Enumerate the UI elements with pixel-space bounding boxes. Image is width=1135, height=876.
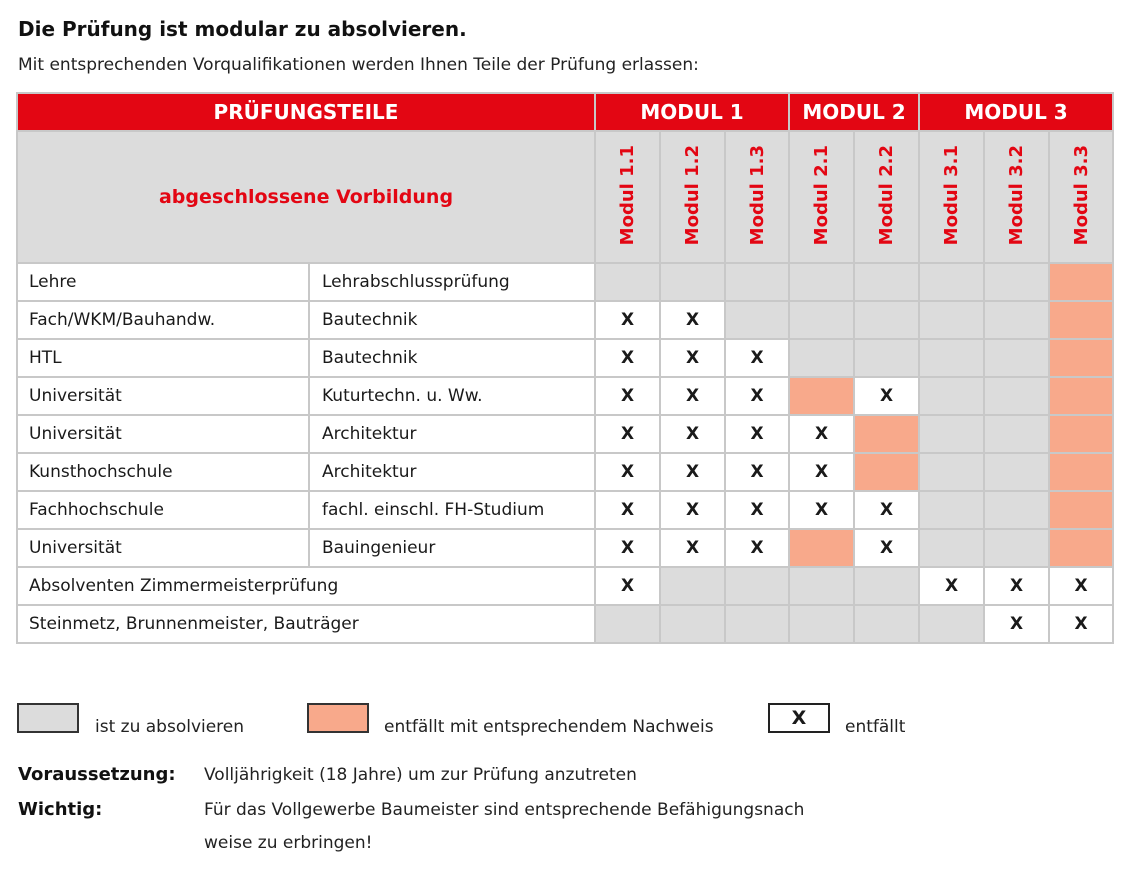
cell-to-complete bbox=[854, 605, 919, 643]
cell-to-complete bbox=[725, 301, 789, 339]
cell-x-mark: X bbox=[725, 491, 789, 529]
row-subject: Architektur bbox=[309, 453, 595, 491]
cell-waived-with-proof bbox=[854, 453, 919, 491]
table-row bbox=[17, 567, 1113, 605]
row-subject: Kuturtechn. u. Ww. bbox=[309, 377, 595, 415]
cell-to-complete bbox=[919, 491, 984, 529]
table-row bbox=[17, 339, 1113, 377]
table-row bbox=[17, 377, 1113, 415]
cell-waived-with-proof bbox=[854, 415, 919, 453]
cell-to-complete bbox=[854, 301, 919, 339]
legend-orange-text: entfällt mit entsprechendem Nachweis bbox=[384, 717, 714, 737]
modul-label: Modul 1.2 bbox=[682, 144, 704, 246]
cell-x-mark: X bbox=[919, 567, 984, 605]
cell-x-mark: X bbox=[595, 339, 660, 377]
header-modul-2-2 bbox=[854, 131, 919, 263]
wichtig-text-line2: weise zu erbringen! bbox=[204, 833, 373, 853]
row-subject: fachl. einschl. FH-Studium bbox=[309, 491, 595, 529]
exam-modules-table bbox=[16, 92, 1114, 644]
cell-waived-with-proof bbox=[1049, 339, 1113, 377]
header-pruefungsteile: PRÜFUNGSTEILE bbox=[17, 93, 595, 131]
cell-x-mark: X bbox=[725, 529, 789, 567]
cell-waived-with-proof bbox=[1049, 377, 1113, 415]
cell-x-mark: X bbox=[789, 491, 854, 529]
legend-x-text: entfällt bbox=[845, 717, 906, 737]
row-institution: Lehre bbox=[17, 263, 309, 301]
row-subject: Bautechnik bbox=[309, 301, 595, 339]
cell-x-mark: X bbox=[595, 529, 660, 567]
row-qualification: Steinmetz, Brunnenmeister, Bauträger bbox=[17, 605, 595, 643]
cell-to-complete bbox=[984, 301, 1049, 339]
cell-x-mark: X bbox=[984, 567, 1049, 605]
cell-to-complete bbox=[725, 263, 789, 301]
table-row bbox=[17, 529, 1113, 567]
cell-waived-with-proof bbox=[1049, 263, 1113, 301]
wichtig-text-line1: Für das Vollgewerbe Baumeister sind entsprechende Befähigungsnach bbox=[204, 800, 805, 820]
modul-label: Modul 3.2 bbox=[1006, 144, 1028, 246]
header-modul-1-1 bbox=[595, 131, 660, 263]
header-row-modules bbox=[17, 93, 1113, 131]
modul-label: Modul 3.1 bbox=[941, 144, 963, 246]
cell-x-mark: X bbox=[660, 339, 725, 377]
cell-x-mark: X bbox=[660, 301, 725, 339]
cell-to-complete bbox=[919, 301, 984, 339]
cell-x-mark: X bbox=[984, 605, 1049, 643]
cell-to-complete bbox=[595, 605, 660, 643]
cell-to-complete bbox=[919, 377, 984, 415]
header-modul-3-2 bbox=[984, 131, 1049, 263]
legend bbox=[0, 703, 1135, 743]
header-modul-3-3 bbox=[1049, 131, 1113, 263]
cell-to-complete bbox=[789, 263, 854, 301]
cell-x-mark: X bbox=[789, 453, 854, 491]
cell-to-complete bbox=[854, 263, 919, 301]
cell-waived-with-proof bbox=[1049, 453, 1113, 491]
cell-to-complete bbox=[725, 567, 789, 605]
header-modul-1-2 bbox=[660, 131, 725, 263]
cell-to-complete bbox=[984, 263, 1049, 301]
cell-waived-with-proof bbox=[789, 377, 854, 415]
row-qualification: Absolventen Zimmermeisterprüfung bbox=[17, 567, 595, 605]
cell-waived-with-proof bbox=[1049, 529, 1113, 567]
cell-x-mark: X bbox=[660, 529, 725, 567]
header-modul-1-3 bbox=[725, 131, 789, 263]
cell-x-mark: X bbox=[725, 415, 789, 453]
table-row bbox=[17, 605, 1113, 643]
cell-x-mark: X bbox=[595, 301, 660, 339]
legend-gray-text: ist zu absolvieren bbox=[95, 717, 245, 737]
table-row bbox=[17, 453, 1113, 491]
wichtig-label: Wichtig: bbox=[18, 799, 103, 820]
cell-to-complete bbox=[919, 415, 984, 453]
page-headline: Die Prüfung ist modular zu absolvieren. bbox=[18, 17, 467, 41]
cell-x-mark: X bbox=[854, 491, 919, 529]
cell-to-complete bbox=[984, 453, 1049, 491]
cell-x-mark: X bbox=[660, 377, 725, 415]
cell-x-mark: X bbox=[660, 415, 725, 453]
cell-to-complete bbox=[789, 301, 854, 339]
cell-to-complete bbox=[984, 377, 1049, 415]
cell-x-mark: X bbox=[1049, 605, 1113, 643]
cell-to-complete bbox=[919, 263, 984, 301]
legend-orange-swatch bbox=[307, 703, 369, 733]
row-subject: Lehrabschlussprüfung bbox=[309, 263, 595, 301]
table-body bbox=[17, 263, 1113, 643]
cell-x-mark: X bbox=[595, 453, 660, 491]
header-row-submodules bbox=[17, 131, 1113, 263]
row-institution: Universität bbox=[17, 529, 309, 567]
cell-x-mark: X bbox=[725, 377, 789, 415]
cell-to-complete bbox=[725, 605, 789, 643]
cell-to-complete bbox=[919, 529, 984, 567]
header-modul-2: MODUL 2 bbox=[789, 93, 919, 131]
modul-label: Modul 1.1 bbox=[617, 144, 639, 246]
cell-to-complete bbox=[789, 567, 854, 605]
cell-to-complete bbox=[789, 605, 854, 643]
header-vorbildung: abgeschlossene Vorbildung bbox=[17, 131, 595, 263]
modul-label: Modul 2.2 bbox=[876, 144, 898, 246]
cell-to-complete bbox=[660, 605, 725, 643]
cell-to-complete bbox=[854, 339, 919, 377]
cell-to-complete bbox=[660, 263, 725, 301]
legend-gray-swatch bbox=[17, 703, 79, 733]
header-modul-3: MODUL 3 bbox=[919, 93, 1113, 131]
cell-x-mark: X bbox=[595, 415, 660, 453]
cell-x-mark: X bbox=[725, 453, 789, 491]
cell-to-complete bbox=[984, 339, 1049, 377]
cell-x-mark: X bbox=[595, 377, 660, 415]
row-institution: Universität bbox=[17, 377, 309, 415]
table-row bbox=[17, 415, 1113, 453]
voraussetzung-label: Voraussetzung: bbox=[18, 764, 176, 785]
cell-x-mark: X bbox=[660, 491, 725, 529]
cell-to-complete bbox=[984, 491, 1049, 529]
table-row bbox=[17, 263, 1113, 301]
cell-to-complete bbox=[984, 529, 1049, 567]
cell-waived-with-proof bbox=[1049, 301, 1113, 339]
cell-to-complete bbox=[919, 339, 984, 377]
cell-x-mark: X bbox=[725, 339, 789, 377]
cell-waived-with-proof bbox=[1049, 491, 1113, 529]
page-subline: Mit entsprechenden Vorqualifikationen werden Ihnen Teile der Prüfung erlassen: bbox=[18, 55, 699, 75]
header-modul-2-1 bbox=[789, 131, 854, 263]
cell-x-mark: X bbox=[854, 529, 919, 567]
row-subject: Bauingenieur bbox=[309, 529, 595, 567]
cell-waived-with-proof bbox=[789, 529, 854, 567]
cell-x-mark: X bbox=[595, 491, 660, 529]
cell-x-mark: X bbox=[660, 453, 725, 491]
cell-to-complete bbox=[919, 453, 984, 491]
cell-x-mark: X bbox=[854, 377, 919, 415]
cell-to-complete bbox=[854, 567, 919, 605]
cell-to-complete bbox=[789, 339, 854, 377]
row-institution: Universität bbox=[17, 415, 309, 453]
row-institution: HTL bbox=[17, 339, 309, 377]
row-institution: Kunsthochschule bbox=[17, 453, 309, 491]
modul-label: Modul 3.3 bbox=[1070, 144, 1092, 246]
table-row bbox=[17, 491, 1113, 529]
modul-label: Modul 2.1 bbox=[811, 144, 833, 246]
header-modul-3-1 bbox=[919, 131, 984, 263]
cell-x-mark: X bbox=[1049, 567, 1113, 605]
row-subject: Bautechnik bbox=[309, 339, 595, 377]
cell-x-mark: X bbox=[595, 567, 660, 605]
cell-to-complete bbox=[919, 605, 984, 643]
cell-x-mark: X bbox=[789, 415, 854, 453]
row-subject: Architektur bbox=[309, 415, 595, 453]
voraussetzung-text: Volljährigkeit (18 Jahre) um zur Prüfung anzutreten bbox=[204, 765, 637, 785]
row-institution: Fachhochschule bbox=[17, 491, 309, 529]
table-row bbox=[17, 301, 1113, 339]
header-modul-1: MODUL 1 bbox=[595, 93, 789, 131]
cell-to-complete bbox=[595, 263, 660, 301]
legend-x-swatch: X bbox=[768, 703, 830, 733]
cell-to-complete bbox=[660, 567, 725, 605]
row-institution: Fach/WKM/Bauhandw. bbox=[17, 301, 309, 339]
modul-label: Modul 1.3 bbox=[746, 144, 768, 246]
cell-to-complete bbox=[984, 415, 1049, 453]
cell-waived-with-proof bbox=[1049, 415, 1113, 453]
